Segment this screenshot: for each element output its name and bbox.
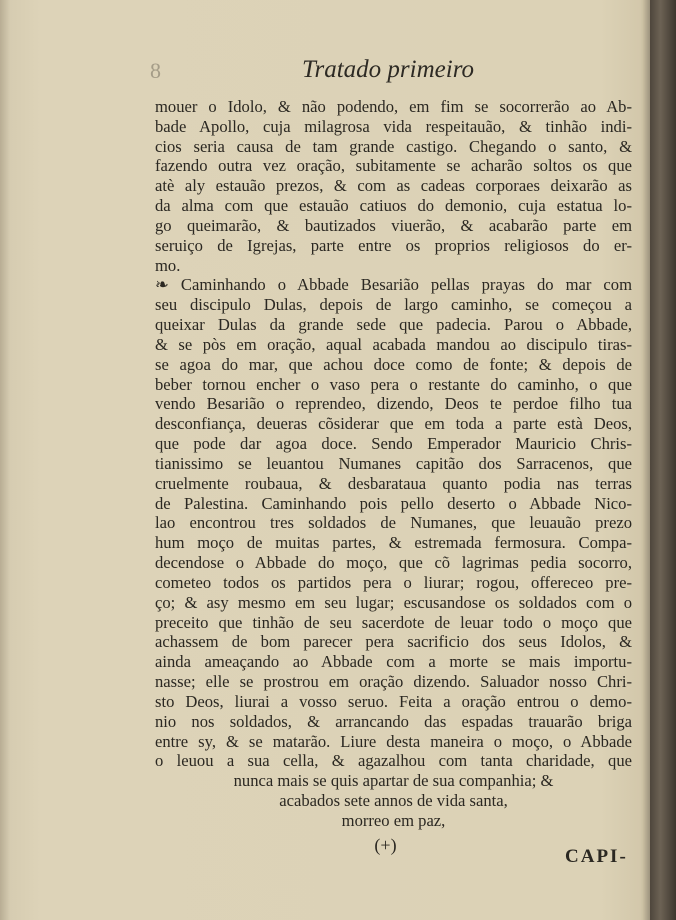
- text-line: bade Apollo, cuja milagrosa vida respeitauão, & tinhão indi-: [155, 116, 632, 136]
- text-line: seu discipulo Dulas, depois de largo caminho, se começou a: [155, 295, 632, 315]
- book-edge: [650, 0, 676, 920]
- closing-line: nunca mais se quis apartar de sua companhia; &: [233, 771, 554, 791]
- text-line: lao encontrou tres soldados de Numanes, que leuauão prezo: [155, 513, 632, 533]
- text-line: go queimarão, & bautizados viuerão, & acabarão parte em: [155, 215, 632, 235]
- text-line: beber tornou encher o vaso pera o restante do caminho, o que: [155, 374, 632, 394]
- text-line: se agoa do mar, que achou doce como de fonte; & depois de: [155, 354, 632, 374]
- running-title: Tratado primeiro: [301, 56, 475, 83]
- text-line: nio nos soldados, & arrancando das espadas trauarão briga: [155, 711, 632, 731]
- text-line: vendo Besarião o reprendeo, dizendo, Deos te perdoe filho tua: [155, 394, 632, 414]
- text-line: entre sy, & se matarão. Liure desta maneira o moço, o Abbade: [155, 731, 632, 751]
- text-line: cometeo todos os partidos pera o liurar; rogou, offereceo pre-: [155, 572, 632, 592]
- text-line: cruelmente roubaua, & desbarataua quanto podia nas terras: [155, 473, 632, 493]
- page-edge: [642, 0, 650, 920]
- text-line: ço; & asy mesmo em seu lugar; escusandose os soldados com o: [155, 592, 632, 612]
- text-line: sto Deos, liurai a vosso seruo. Feita a oração entrou o demo-: [155, 691, 632, 711]
- text-line: tianissimo se leuantou Numanes capitão dos Sarracenos, que: [155, 453, 632, 473]
- closing-line: morreo em paz,: [341, 810, 446, 830]
- catchword: CAPI-: [565, 846, 628, 867]
- text-line: decendose o Abbade do moço, que cõ lagrimas pedia socorro,: [155, 553, 632, 573]
- page-number: 8: [150, 58, 161, 83]
- text-line: fazendo outra vez oração, subitamente se acharão soltos os que: [155, 156, 632, 176]
- text-line: da alma com que estauão catiuos do demonio, cuja estatua lo-: [155, 196, 632, 216]
- closing-line: acabados sete annos de vida santa,: [279, 790, 508, 810]
- text-line: queixar Dulas da grande sede que padecia. Parou o Abbade,: [155, 315, 632, 335]
- text-line: & se pòs em oração, aqual acabada mandou ao discipulo tiras-: [155, 334, 632, 354]
- text-line: hum moço de muitas partes, & estremada fermosura. Compa-: [155, 533, 632, 553]
- text-line: ❧ Caminhando o Abbade Besarião pellas prayas do mar com: [155, 275, 632, 295]
- text-line: nasse; elle se prostrou em oração dizendo. Saluador nosso Chri-: [155, 672, 632, 692]
- text-line: o leuou a sua cella, & agazalhou com tanta charidade, que: [155, 751, 632, 771]
- text-line: de Palestina. Caminhando pois pello deserto o Abbade Nico-: [155, 493, 632, 513]
- text-line: cios seria causa de tam grande castigo. Chegando o santo, &: [155, 136, 632, 156]
- text-line: ainda ameaçando ao Abbade com a morte se mais importu-: [155, 652, 632, 672]
- text-line: achassem de bom parecer pera sacrificio dos seus Idolos, &: [155, 632, 632, 652]
- body-text: [155, 97, 632, 831]
- text-line: desconfiança, deueras cõsiderar que em toda a parte està Deos,: [155, 414, 632, 434]
- text-line: mouer o Idolo, & não podendo, em fim se socorrerão ao Ab-: [155, 97, 632, 116]
- text-line: preceito que tinhão de seu sacerdote de leuar todo o moço que: [155, 612, 632, 632]
- text-line: atè aly estauão prezos, & com as cadeas corporaes deixarão as: [155, 176, 632, 196]
- text-line: que pode dar agoa doce. Sendo Emperador Mauricio Chris-: [155, 434, 632, 454]
- text-line: seruiço de Igrejas, parte entre os proprios religiosos do er-: [155, 235, 632, 255]
- ornament-mark: (+): [374, 835, 397, 855]
- text-line: mo.: [155, 255, 181, 275]
